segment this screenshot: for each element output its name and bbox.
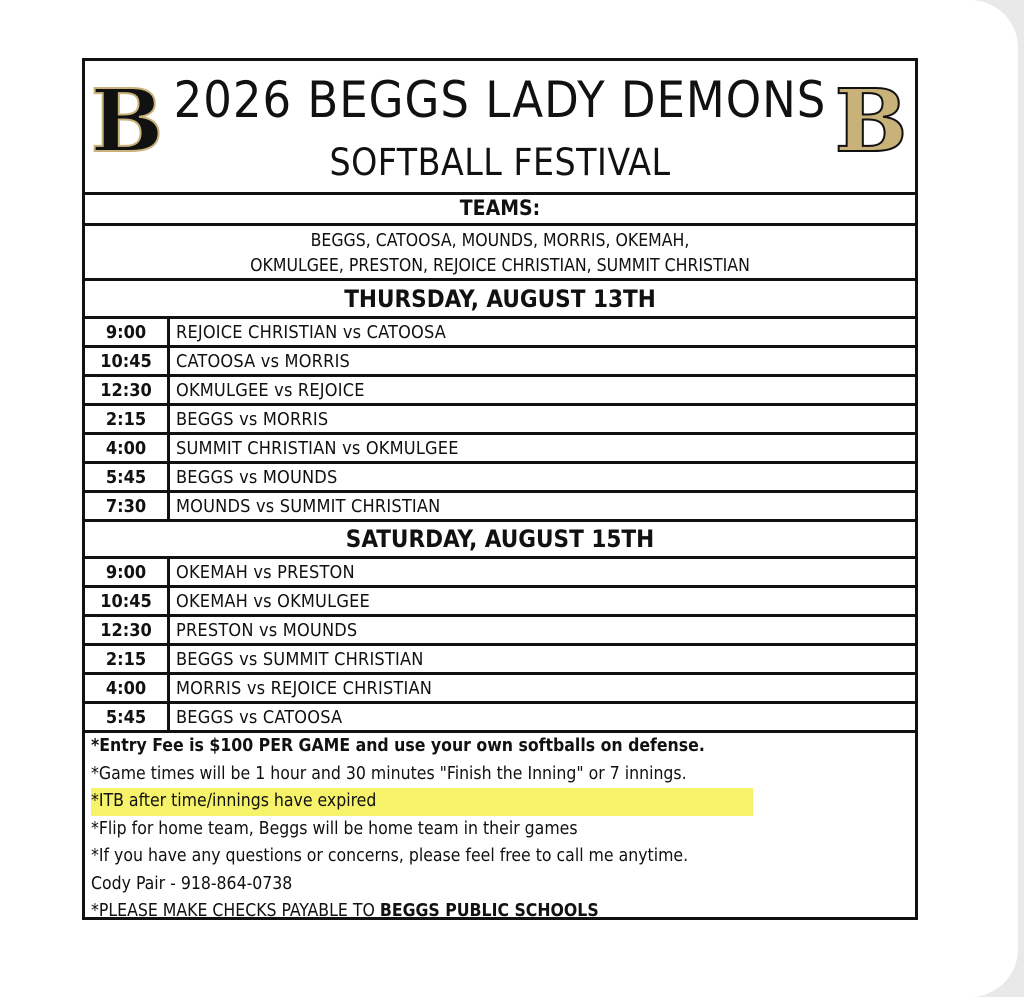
game-row <box>85 377 915 406</box>
note-checks <box>91 898 909 926</box>
game-matchup: OKMULGEE vs REJOICE <box>176 379 365 401</box>
game-row <box>85 559 915 588</box>
game-matchup: MOUNDS vs SUMMIT CHRISTIAN <box>176 495 441 517</box>
svg-text:B: B <box>834 71 908 172</box>
game-time: 4:00 <box>85 435 170 461</box>
game-matchup: OKEMAH vs PRESTON <box>176 561 355 583</box>
note-home-team: *Flip for home team, Beggs will be home team in their games <box>91 818 578 839</box>
game-matchup: BEGGS vs MORRIS <box>176 408 329 430</box>
game-time: 12:30 <box>85 377 170 403</box>
game-time: 2:15 <box>85 406 170 432</box>
game-row <box>85 617 915 646</box>
game-matchup: PRESTON vs MOUNDS <box>176 619 358 641</box>
game-row <box>85 704 915 733</box>
game-matchup: BEGGS vs MOUNDS <box>176 466 338 488</box>
note-game-times: *Game times will be 1 hour and 30 minutes "Finish the Inning" or 7 innings. <box>91 763 687 784</box>
teams-list <box>85 226 915 281</box>
game-time: 10:45 <box>85 588 170 614</box>
game-time: 2:15 <box>85 646 170 672</box>
game-time: 12:30 <box>85 617 170 643</box>
teams-line-1: BEGGS, CATOOSA, MOUNDS, MORRIS, OKEMAH, <box>310 231 690 251</box>
game-time: 5:45 <box>85 704 170 730</box>
note-itb <box>91 788 909 816</box>
teams-heading: TEAMS: <box>85 192 915 226</box>
game-row <box>85 319 915 348</box>
game-row <box>85 348 915 377</box>
game-time: 4:00 <box>85 675 170 701</box>
game-time: 5:45 <box>85 464 170 490</box>
game-row <box>85 406 915 435</box>
game-row <box>85 464 915 493</box>
header <box>85 61 915 195</box>
title-line-1: 2026 BEGGS LADY DEMONS <box>173 71 827 129</box>
game-time: 7:30 <box>85 493 170 519</box>
game-row <box>85 588 915 617</box>
teams-line-2: OKMULGEE, PRESTON, REJOICE CHRISTIAN, SUMMIT CHRISTIAN <box>250 256 750 276</box>
note-itb-highlight: *ITB after time/innings have expired <box>91 788 753 816</box>
game-matchup: REJOICE CHRISTIAN vs CATOOSA <box>176 321 447 343</box>
game-matchup: CATOOSA vs MORRIS <box>176 350 351 372</box>
title-line-2: SOFTBALL FESTIVAL <box>329 141 671 184</box>
game-matchup: BEGGS vs SUMMIT CHRISTIAN <box>176 648 424 670</box>
game-matchup: SUMMIT CHRISTIAN vs OKMULGEE <box>176 437 459 459</box>
game-row <box>85 435 915 464</box>
game-time: 9:00 <box>85 559 170 585</box>
day-heading-saturday: SATURDAY, AUGUST 15TH <box>85 522 915 559</box>
day-heading-thursday: THURSDAY, AUGUST 13TH <box>85 281 915 319</box>
notes-section <box>91 733 909 926</box>
schedule-sheet <box>82 58 918 920</box>
game-time: 9:00 <box>85 319 170 345</box>
game-matchup: MORRIS vs REJOICE CHRISTIAN <box>176 677 433 699</box>
note-checks-prefix: *PLEASE MAKE CHECKS PAYABLE TO <box>91 901 380 921</box>
note-questions: *If you have any questions or concerns, please feel free to call me anytime. <box>91 846 689 866</box>
beggs-b-logo-icon <box>834 71 908 172</box>
game-matchup: BEGGS vs CATOOSA <box>176 706 343 728</box>
note-entry-fee: *Entry Fee is $100 PER GAME and use your own softballs on defense. <box>91 736 705 756</box>
note-contact: Cody Pair - 918-864-0738 <box>91 873 293 894</box>
game-time: 10:45 <box>85 348 170 374</box>
game-row <box>85 646 915 675</box>
note-checks-payee: BEGGS PUBLIC SCHOOLS <box>379 901 599 921</box>
game-row <box>85 493 915 522</box>
svg-text:B: B <box>90 71 164 172</box>
game-row <box>85 675 915 704</box>
game-matchup: OKEMAH vs OKMULGEE <box>176 590 370 612</box>
